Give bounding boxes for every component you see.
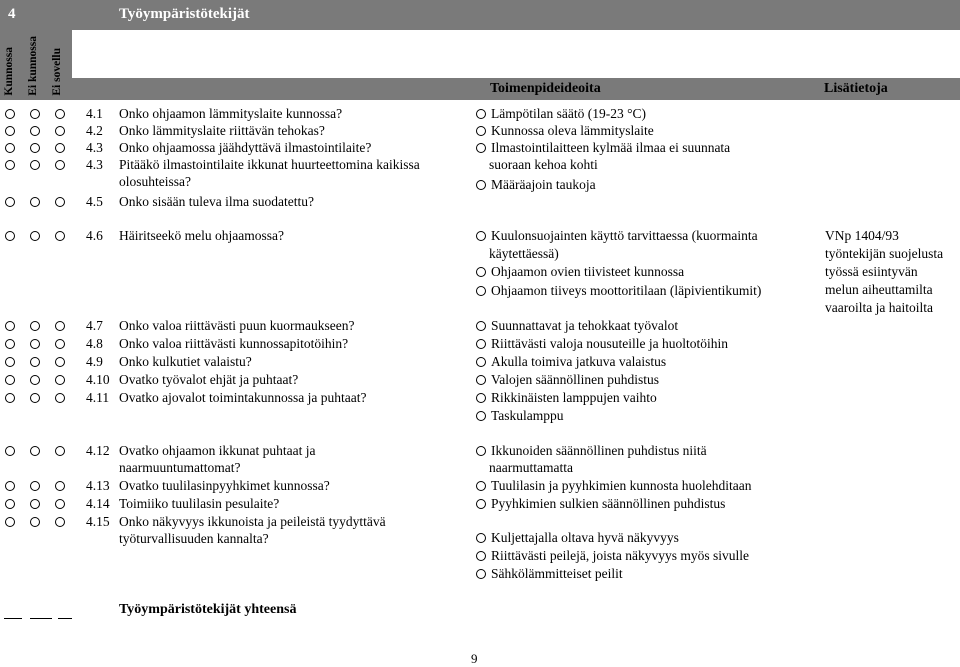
checkbox-ok[interactable] [5, 499, 15, 509]
checkbox-ok[interactable] [5, 109, 15, 119]
column-header-ok: Kunnossa [0, 30, 24, 100]
checkbox-ok[interactable] [5, 481, 15, 491]
question-text-cont: naarmuuntumattomat? [119, 460, 241, 475]
question-text: Onko kulkutiet valaistu? [119, 354, 252, 369]
checkbox-not-applicable[interactable] [55, 499, 65, 509]
checkbox-not-applicable[interactable] [55, 126, 65, 136]
checkbox-not-ok[interactable] [30, 481, 40, 491]
question-text: Onko ohjaamossa jäähdyttävä ilmastointilaite? [119, 140, 372, 155]
question-text: Ovatko työvalot ehjät ja puhtaat? [119, 372, 299, 387]
column-header-not-ok: Ei kunnossa [24, 30, 48, 100]
question-text: Ovatko tuulilasinpyyhkimet kunnossa? [119, 478, 330, 493]
question-number: 4.3 [86, 140, 103, 155]
bullet-circle-icon [476, 286, 486, 296]
action-item: Valojen säännöllinen puhdistus [476, 372, 659, 388]
action-item: Ohjaamon ovien tiivisteet kunnossa [476, 264, 684, 280]
checkbox-not-ok[interactable] [30, 357, 40, 367]
checkbox-not-applicable[interactable] [55, 446, 65, 456]
action-item: Sähkölämmitteiset peilit [476, 566, 623, 582]
question-number: 4.6 [86, 228, 103, 243]
checkbox-not-ok[interactable] [30, 446, 40, 456]
checkbox-not-applicable[interactable] [55, 321, 65, 331]
bullet-circle-icon [476, 393, 486, 403]
question-text: Onko näkyvyys ikkunoista ja peileistä tyydyttävä [119, 514, 386, 529]
checkbox-not-ok[interactable] [30, 160, 40, 170]
info-line: työssä esiintyvän [825, 264, 918, 279]
info-line: työntekijän suojelusta [825, 246, 944, 261]
checkbox-not-ok[interactable] [30, 143, 40, 153]
bullet-circle-icon [476, 339, 486, 349]
checkbox-ok[interactable] [5, 160, 15, 170]
total-blank-ok[interactable] [4, 618, 22, 619]
checkbox-not-ok[interactable] [30, 321, 40, 331]
action-item: Taskulamppu [476, 408, 564, 424]
checkbox-not-ok[interactable] [30, 517, 40, 527]
question-number: 4.1 [86, 106, 103, 121]
info-line: melun aiheuttamilta [825, 282, 933, 297]
subheader-bar [72, 78, 960, 100]
actions-column-header: Toimenpideideoita [490, 81, 601, 96]
checkbox-ok[interactable] [5, 393, 15, 403]
question-text: Ovatko ohjaamon ikkunat puhtaat ja [119, 443, 316, 458]
checkbox-ok[interactable] [5, 339, 15, 349]
question-text: Pitääkö ilmastointilaite ikkunat huurteettomina kaikissa [119, 157, 420, 172]
action-item: Kuljettajalla oltava hyvä näkyvyys [476, 530, 679, 546]
question-text: Ovatko ajovalot toimintakunnossa ja puhtaat? [119, 390, 367, 405]
question-number: 4.15 [86, 514, 110, 529]
bullet-circle-icon [476, 126, 486, 136]
question-text: Onko valoa riittävästi kunnossapitotöihin? [119, 336, 349, 351]
bullet-circle-icon [476, 446, 486, 456]
bullet-circle-icon [476, 411, 486, 421]
total-blank-not-applicable[interactable] [58, 618, 72, 619]
question-text: Onko lämmityslaite riittävän tehokas? [119, 123, 325, 138]
checkbox-not-ok[interactable] [30, 231, 40, 241]
question-text-cont: olosuhteissa? [119, 174, 191, 189]
checkbox-ok[interactable] [5, 517, 15, 527]
action-item: Ilmastointilaitteen kylmää ilmaa ei suunnata [476, 140, 730, 156]
question-text: Toimiiko tuulilasin pesulaite? [119, 496, 280, 511]
bullet-circle-icon [476, 231, 486, 241]
action-item-cont: naarmuttamatta [489, 460, 573, 475]
checkbox-ok[interactable] [5, 375, 15, 385]
info-line: vaaroilta ja haitoilta [825, 300, 933, 315]
checkbox-not-ok[interactable] [30, 393, 40, 403]
bullet-circle-icon [476, 533, 486, 543]
bullet-circle-icon [476, 499, 486, 509]
action-item-cont: käytettäessä) [489, 246, 559, 261]
checkbox-ok[interactable] [5, 231, 15, 241]
action-item: Määräajoin taukoja [476, 177, 596, 193]
section-header [0, 0, 960, 30]
question-number: 4.5 [86, 194, 103, 209]
question-number: 4.14 [86, 496, 110, 511]
info-line: VNp 1404/93 [825, 228, 899, 243]
bullet-circle-icon [476, 321, 486, 331]
question-number: 4.12 [86, 443, 110, 458]
column-header-not-applicable: Ei sovellu [48, 30, 72, 100]
bullet-circle-icon [476, 267, 486, 277]
checkbox-not-applicable[interactable] [55, 197, 65, 207]
question-number: 4.10 [86, 372, 110, 387]
question-number: 4.2 [86, 123, 103, 138]
bullet-circle-icon [476, 180, 486, 190]
bullet-circle-icon [476, 569, 486, 579]
question-text: Onko sisään tuleva ilma suodatettu? [119, 194, 314, 209]
checkbox-not-applicable[interactable] [55, 357, 65, 367]
question-text: Onko valoa riittävästi puun kuormaukseen? [119, 318, 355, 333]
bullet-circle-icon [476, 109, 486, 119]
checkbox-ok[interactable] [5, 446, 15, 456]
bullet-circle-icon [476, 481, 486, 491]
action-item: Pyyhkimien sulkien säännöllinen puhdistus [476, 496, 725, 512]
action-item: Tuulilasin ja pyyhkimien kunnosta huolehditaan [476, 478, 751, 494]
action-item: Suunnattavat ja tehokkaat työvalot [476, 318, 678, 334]
action-item: Lämpötilan säätö (19-23 °C) [476, 106, 646, 122]
checkbox-ok[interactable] [5, 357, 15, 367]
question-number: 4.3 [86, 157, 103, 172]
checkbox-not-applicable[interactable] [55, 231, 65, 241]
action-item: Rikkinäisten lamppujen vaihto [476, 390, 657, 406]
question-number: 4.8 [86, 336, 103, 351]
action-item: Ikkunoiden säännöllinen puhdistus niitä [476, 443, 707, 459]
checkbox-not-ok[interactable] [30, 126, 40, 136]
checkbox-not-applicable[interactable] [55, 393, 65, 403]
bullet-circle-icon [476, 375, 486, 385]
checkbox-not-applicable[interactable] [55, 339, 65, 349]
bullet-circle-icon [476, 143, 486, 153]
total-blank-not-ok[interactable] [30, 618, 52, 619]
action-item: Kuulonsuojainten käyttö tarvittaessa (kuormainta [476, 228, 758, 244]
checkbox-not-applicable[interactable] [55, 375, 65, 385]
question-number: 4.11 [86, 390, 110, 405]
question-text-cont: työturvallisuuden kannalta? [119, 531, 269, 546]
action-item-cont: suoraan kehoa kohti [489, 157, 598, 172]
checkbox-not-ok[interactable] [30, 109, 40, 119]
action-item: Kunnossa oleva lämmityslaite [476, 123, 654, 139]
section-title: Työympäristötekijät [119, 6, 250, 22]
checkbox-ok[interactable] [5, 126, 15, 136]
question-number: 4.7 [86, 318, 103, 333]
checkbox-not-applicable[interactable] [55, 160, 65, 170]
page-number: 9 [471, 651, 478, 666]
action-item: Riittävästi peilejä, joista näkyvyys myös sivulle [476, 548, 749, 564]
checkbox-ok[interactable] [5, 143, 15, 153]
bullet-circle-icon [476, 551, 486, 561]
total-label: Työympäristötekijät yhteensä [119, 602, 297, 617]
question-text: Onko ohjaamon lämmityslaite kunnossa? [119, 106, 343, 121]
checkbox-not-ok[interactable] [30, 339, 40, 349]
checkbox-ok[interactable] [5, 197, 15, 207]
question-number: 4.9 [86, 354, 103, 369]
checkbox-not-applicable[interactable] [55, 143, 65, 153]
bullet-circle-icon [476, 357, 486, 367]
question-number: 4.13 [86, 478, 110, 493]
action-item: Riittävästi valoja nousuteille ja huoltotöihin [476, 336, 728, 352]
action-item: Ohjaamon tiiveys moottoritilaan (läpivientikumit) [476, 283, 761, 299]
action-item: Akulla toimiva jatkuva valaistus [476, 354, 666, 370]
checkbox-not-applicable[interactable] [55, 481, 65, 491]
checkbox-not-ok[interactable] [30, 499, 40, 509]
checkbox-ok[interactable] [5, 321, 15, 331]
checkbox-not-ok[interactable] [30, 197, 40, 207]
section-number: 4 [8, 6, 16, 22]
checkbox-not-applicable[interactable] [55, 517, 65, 527]
checkbox-not-applicable[interactable] [55, 109, 65, 119]
info-column-header: Lisätietoja [824, 81, 888, 96]
checkbox-not-ok[interactable] [30, 375, 40, 385]
question-text: Häiritseekö melu ohjaamossa? [119, 228, 284, 243]
